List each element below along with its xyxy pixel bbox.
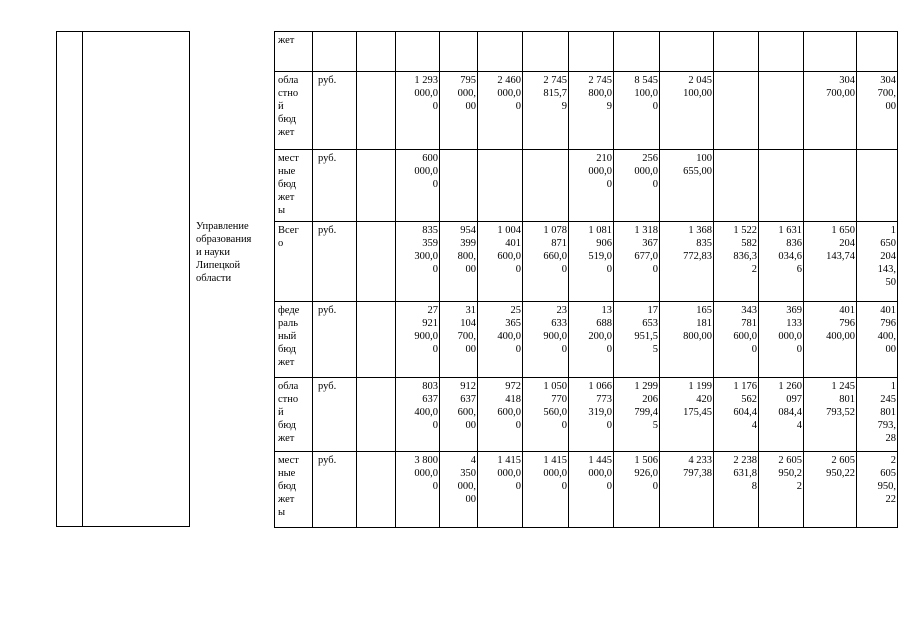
- table-row: [275, 32, 898, 72]
- budget-source-cell: жет: [275, 32, 313, 72]
- value-cell: 1 506 926,0 0: [614, 452, 660, 528]
- value-cell: [804, 150, 857, 222]
- value-cell: 1 245 801 793,52: [804, 378, 857, 452]
- value-cell: [440, 32, 478, 72]
- value-cell: 2 605 950,22: [804, 452, 857, 528]
- value-cell: [523, 150, 569, 222]
- value-cell: [357, 72, 396, 150]
- value-cell: 1 650 204 143,74: [804, 222, 857, 302]
- unit-cell: руб.: [313, 452, 357, 528]
- value-cell: 2 238 631,8 8: [714, 452, 759, 528]
- unit-cell: [313, 32, 357, 72]
- budget-source-cell: мест ные бюд жет ы: [275, 452, 313, 528]
- budget-source-cell: обла стно й бюд жет: [275, 378, 313, 452]
- value-cell: 23 633 900,0 0: [523, 302, 569, 378]
- organization-name: Управление образования и науки Липецкой области: [196, 221, 252, 284]
- value-cell: [857, 32, 898, 72]
- value-cell: 25 365 400,0 0: [478, 302, 523, 378]
- value-cell: [357, 150, 396, 222]
- value-cell: 1 245 801 793, 28: [857, 378, 898, 452]
- value-cell: 1 415 000,0 0: [523, 452, 569, 528]
- value-cell: 2 745 815,7 9: [523, 72, 569, 150]
- value-cell: [396, 32, 440, 72]
- value-cell: 795 000, 00: [440, 72, 478, 150]
- budget-source-cell: мест ные бюд жет ы: [275, 150, 313, 222]
- value-cell: 1 631 836 034,6 6: [759, 222, 804, 302]
- value-cell: [714, 32, 759, 72]
- budget-table: [274, 31, 898, 528]
- left-empty-cell-2: [83, 32, 190, 527]
- unit-cell: руб.: [313, 72, 357, 150]
- value-cell: 3 800 000,0 0: [396, 452, 440, 528]
- value-cell: [759, 72, 804, 150]
- budget-source-cell: Всег о: [275, 222, 313, 302]
- table-row: [275, 72, 898, 150]
- unit-cell: руб.: [313, 378, 357, 452]
- value-cell: 100 655,00: [660, 150, 714, 222]
- table-row: [275, 302, 898, 378]
- value-cell: 17 653 951,5 5: [614, 302, 660, 378]
- value-cell: [857, 150, 898, 222]
- table-row: [275, 150, 898, 222]
- value-cell: 1 445 000,0 0: [569, 452, 614, 528]
- value-cell: [357, 452, 396, 528]
- budget-source-cell: феде раль ный бюд жет: [275, 302, 313, 378]
- value-cell: 13 688 200,0 0: [569, 302, 614, 378]
- value-cell: [714, 150, 759, 222]
- value-cell: [804, 32, 857, 72]
- left-column-table: [56, 31, 190, 527]
- value-cell: [357, 302, 396, 378]
- value-cell: [614, 32, 660, 72]
- value-cell: [759, 32, 804, 72]
- value-cell: [440, 150, 478, 222]
- unit-cell: руб.: [313, 150, 357, 222]
- value-cell: [523, 32, 569, 72]
- value-cell: 304 700,00: [804, 72, 857, 150]
- value-cell: 1 176 562 604,4 4: [714, 378, 759, 452]
- value-cell: 2 460 000,0 0: [478, 72, 523, 150]
- value-cell: 912 637 600, 00: [440, 378, 478, 452]
- value-cell: [478, 32, 523, 72]
- value-cell: 4 233 797,38: [660, 452, 714, 528]
- value-cell: 1 199 420 175,45: [660, 378, 714, 452]
- value-cell: 803 637 400,0 0: [396, 378, 440, 452]
- budget-source-cell: обла стно й бюд жет: [275, 72, 313, 150]
- value-cell: 1 004 401 600,0 0: [478, 222, 523, 302]
- value-cell: 1 260 097 084,4 4: [759, 378, 804, 452]
- value-cell: 2 605 950,2 2: [759, 452, 804, 528]
- value-cell: 256 000,0 0: [614, 150, 660, 222]
- value-cell: 1 318 367 677,0 0: [614, 222, 660, 302]
- value-cell: 2 745 800,0 9: [569, 72, 614, 150]
- value-cell: [478, 150, 523, 222]
- value-cell: 31 104 700, 00: [440, 302, 478, 378]
- value-cell: 1 415 000,0 0: [478, 452, 523, 528]
- value-cell: 1 078 871 660,0 0: [523, 222, 569, 302]
- value-cell: 2 605 950, 22: [857, 452, 898, 528]
- value-cell: [569, 32, 614, 72]
- value-cell: 972 418 600,0 0: [478, 378, 523, 452]
- value-cell: 600 000,0 0: [396, 150, 440, 222]
- value-cell: 165 181 800,00: [660, 302, 714, 378]
- value-cell: 954 399 800, 00: [440, 222, 478, 302]
- value-cell: 210 000,0 0: [569, 150, 614, 222]
- table-row: [275, 452, 898, 528]
- value-cell: [759, 150, 804, 222]
- value-cell: 835 359 300,0 0: [396, 222, 440, 302]
- value-cell: 1 293 000,0 0: [396, 72, 440, 150]
- value-cell: [357, 222, 396, 302]
- value-cell: 1 299 206 799,4 5: [614, 378, 660, 452]
- value-cell: 1 066 773 319,0 0: [569, 378, 614, 452]
- value-cell: 369 133 000,0 0: [759, 302, 804, 378]
- value-cell: 304 700, 00: [857, 72, 898, 150]
- value-cell: 1 081 906 519,0 0: [569, 222, 614, 302]
- value-cell: 2 045 100,00: [660, 72, 714, 150]
- table-row: [275, 378, 898, 452]
- value-cell: 4 350 000, 00: [440, 452, 478, 528]
- value-cell: 8 545 100,0 0: [614, 72, 660, 150]
- value-cell: 401 796 400,00: [804, 302, 857, 378]
- value-cell: 343 781 600,0 0: [714, 302, 759, 378]
- value-cell: [357, 32, 396, 72]
- value-cell: [714, 72, 759, 150]
- value-cell: 1 368 835 772,83: [660, 222, 714, 302]
- value-cell: [660, 32, 714, 72]
- table-row: [275, 222, 898, 302]
- left-empty-cell-1: [57, 32, 83, 527]
- unit-cell: руб.: [313, 222, 357, 302]
- value-cell: 1 050 770 560,0 0: [523, 378, 569, 452]
- value-cell: [357, 378, 396, 452]
- value-cell: 1 522 582 836,3 2: [714, 222, 759, 302]
- value-cell: 1 650 204 143, 50: [857, 222, 898, 302]
- value-cell: 401 796 400, 00: [857, 302, 898, 378]
- unit-cell: руб.: [313, 302, 357, 378]
- value-cell: 27 921 900,0 0: [396, 302, 440, 378]
